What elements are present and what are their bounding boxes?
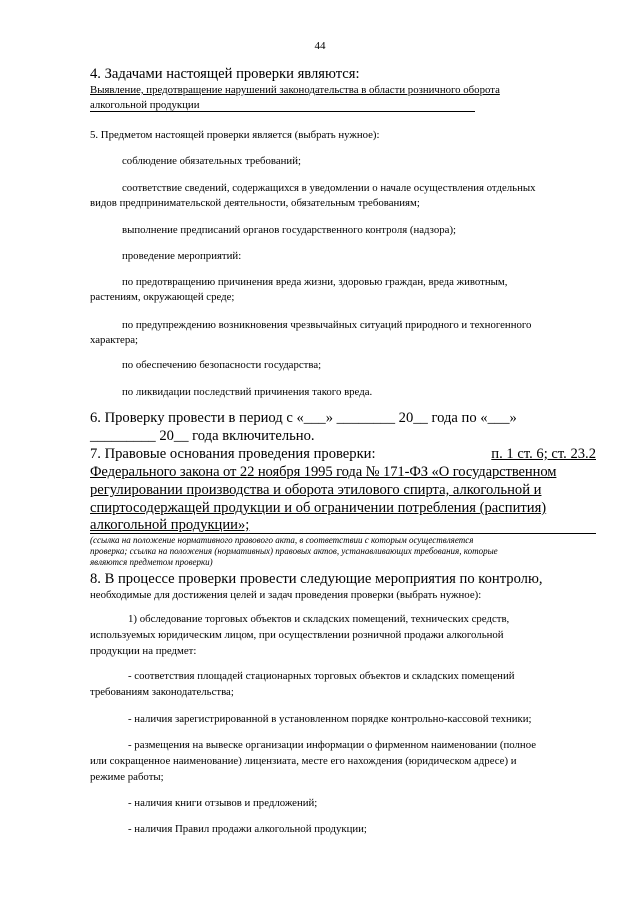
activity-item-a-line-2: требованиям законодательства; — [90, 686, 234, 698]
subject-option-4: проведение мероприятий: — [122, 250, 242, 262]
activity-item-c-line-2: или сокращенное наименование) лицензиата, месте его нахождения (юридическом адресе) и — [90, 755, 517, 767]
section-6-line-1: 6. Проверку провести в период с «___» ________ 20__ года по «___» — [90, 410, 517, 426]
section-4-text-line-2: алкогольной продукции — [90, 99, 200, 111]
activity-item-c-line-1: - размещения на вывеске организации информации о фирменном наименовании (полное — [128, 739, 537, 751]
section-7-line-1 — [90, 446, 596, 462]
activity-1-line-1: 1) обследование торговых объектов и складских помещений, технических средств, — [128, 613, 510, 625]
activity-item-a-line-1: - соответствия площадей стационарных торговых объектов и складских помещений — [128, 670, 515, 682]
section-8-line-2: необходимые для достижения целей и задач проведения проверки (выбрать нужное): — [90, 589, 482, 601]
activity-1-line-3: продукции на предмет: — [90, 645, 197, 657]
subject-option-7: по обеспечению безопасности государства; — [122, 359, 322, 371]
subject-option-6-line-1: по предупреждению возникновения чрезвычайных ситуаций природного и техногенного — [122, 319, 532, 331]
activity-1-line-2: используемых юридическим лицом, при осуществлении розничной продажи алкогольной — [90, 629, 504, 641]
section-7-note-line-1: (ссылка на положение нормативного правового акта, в соответствии с которым осуществляется — [90, 535, 474, 545]
section-7-line-3: регулировании производства и оборота этилового спирта, алкогольной и — [90, 482, 542, 498]
section-7-legal-ref: п. 1 ст. 6; ст. 23.2 — [491, 446, 596, 462]
section-6-line-2: _________ 20__ года включительно. — [90, 428, 315, 444]
section-7-line-5: алкогольной продукции»; — [90, 517, 250, 533]
section-7-line-4: спиртосодержащей продукции и об ограничении потребления (распития) — [90, 500, 547, 516]
section-7-label: 7. Правовые основания проведения проверки: — [90, 446, 376, 462]
activity-item-b: - наличия зарегистрированной в установленном порядке контрольно-кассовой техники; — [128, 713, 532, 725]
subject-option-5-line-2: растениям, окружающей среде; — [90, 291, 235, 303]
subject-option-8: по ликвидации последствий причинения такого вреда. — [122, 386, 373, 398]
section-7-note-line-2: проверка; ссылка на положения (нормативных) правовых актов, устанавливающих требования, которые — [90, 546, 498, 556]
subject-option-5-line-1: по предотвращению причинения вреда жизни, здоровью граждан, вреда животным, — [122, 276, 508, 288]
subject-option-3: выполнение предписаний органов государственного контроля (надзора); — [122, 224, 457, 236]
activity-item-d: - наличия книги отзывов и предложений; — [128, 797, 318, 809]
section-4-underline — [90, 111, 475, 112]
page-number: 44 — [314, 40, 326, 52]
subject-option-2-line-1: соответствие сведений, содержащихся в уведомлении о начале осуществления отдельных — [122, 182, 536, 194]
section-7-note-line-3: являются предметом проверки) — [90, 557, 213, 567]
subject-option-2-line-2: видов предпринимательской деятельности, обязательным требованиям; — [90, 197, 420, 209]
subject-option-1: соблюдение обязательных требований; — [122, 155, 301, 167]
subject-option-6-line-2: характера; — [90, 334, 139, 346]
section-4-heading: 4. Задачами настоящей проверки являются: — [90, 66, 360, 82]
section-8-line-1: 8. В процессе проверки провести следующие мероприятия по контролю, — [90, 571, 543, 587]
activity-item-c-line-3: режиме работы; — [90, 771, 164, 783]
activity-item-e: - наличия Правил продажи алкогольной продукции; — [128, 823, 367, 835]
section-7-underline — [90, 533, 596, 534]
section-4-text-line-1: Выявление, предотвращение нарушений законодательства в области розничного оборота — [90, 84, 500, 96]
section-7-line-2: Федерального закона от 22 ноября 1995 года № 171-ФЗ «О государственном — [90, 464, 557, 480]
section-5-heading: 5. Предметом настоящей проверки является (выбрать нужное): — [90, 129, 380, 141]
